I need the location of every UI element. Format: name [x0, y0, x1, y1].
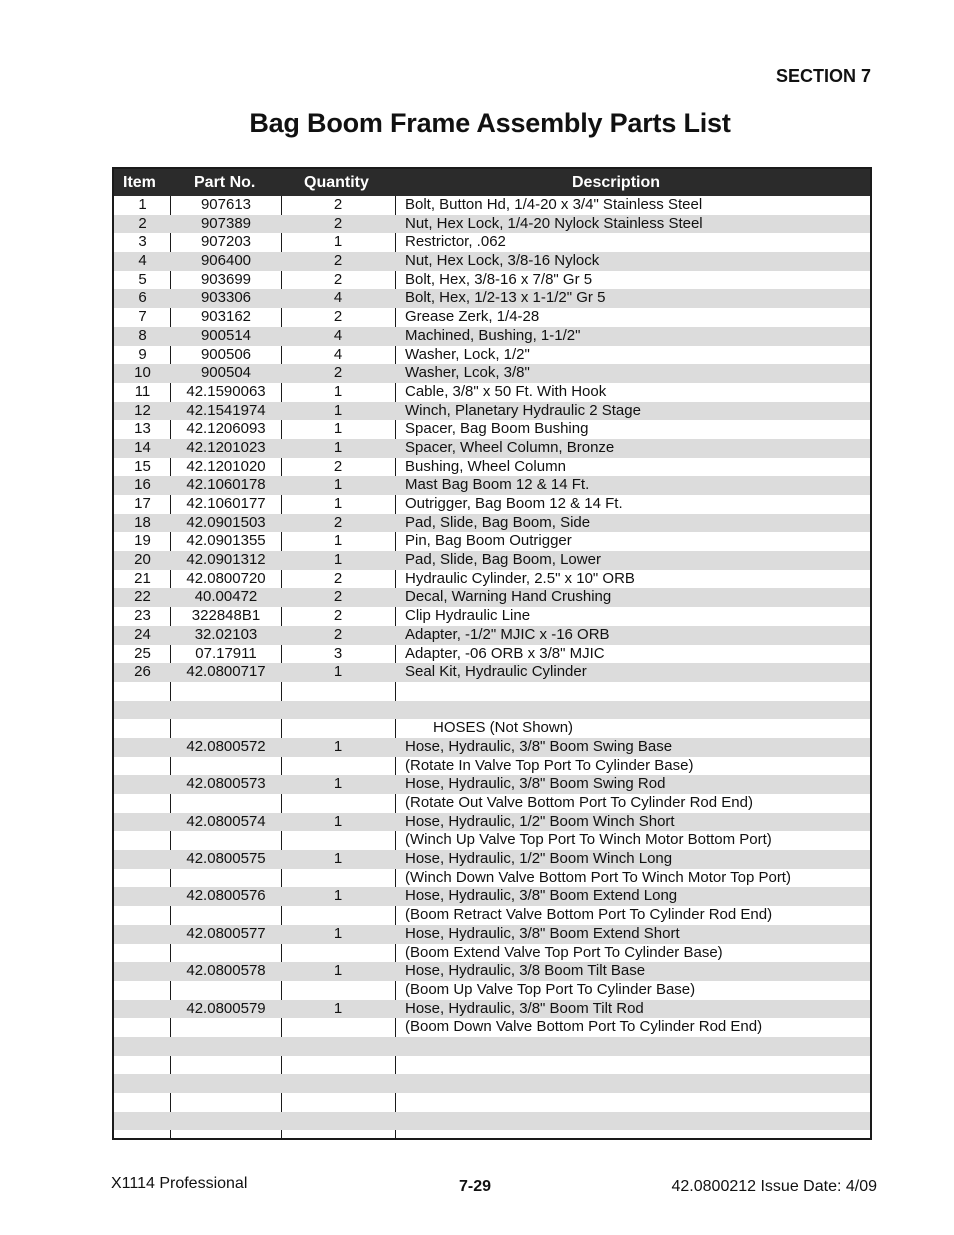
cell-quantity: 2	[333, 364, 343, 382]
cell-quantity: 2	[333, 196, 343, 213]
cell-quantity: 4	[333, 326, 343, 344]
cell-item: 25	[134, 644, 151, 662]
cell-description: Adapter, -1/2" MJIC x -16 ORB	[405, 625, 610, 643]
cell-part-no: 42.0901355	[186, 532, 266, 550]
cell-part-no: 322848B1	[191, 607, 261, 625]
table-row	[114, 233, 870, 252]
cell-part-no: 42.1206093	[186, 420, 266, 438]
table-row	[114, 645, 870, 664]
cell-quantity: 1	[333, 438, 343, 456]
cell-quantity: 1	[333, 924, 343, 942]
cell-item: 26	[134, 663, 151, 681]
cell-part-no: 42.0800575	[186, 850, 266, 868]
cell-description: Hose, Hydraulic, 3/8 Boom Tilt Base	[405, 962, 646, 980]
table-row	[114, 551, 870, 570]
table-row	[114, 1093, 870, 1112]
cell-item: 12	[134, 401, 151, 419]
table-row	[114, 364, 870, 383]
table-row	[114, 308, 870, 327]
cell-item: 4	[138, 252, 147, 270]
cell-quantity: 1	[333, 812, 343, 830]
table-row	[114, 775, 870, 794]
cell-item: 13	[134, 420, 151, 438]
cell-item: 11	[134, 382, 151, 400]
cell-quantity: 2	[333, 308, 343, 326]
table-row	[114, 196, 870, 215]
cell-quantity: 1	[333, 775, 343, 793]
table-row	[114, 757, 870, 776]
header-description: Description	[572, 174, 661, 191]
cell-part-no: 900504	[200, 364, 252, 382]
cell-item: 21	[134, 569, 151, 587]
table-row	[114, 420, 870, 439]
cell-quantity: 2	[333, 270, 343, 288]
cell-part-no: 42.0901503	[186, 513, 266, 531]
cell-part-no: 07.17911	[195, 644, 257, 662]
table-row	[114, 1112, 870, 1131]
cell-part-no: 907613	[200, 196, 252, 213]
cell-item: 20	[134, 551, 151, 569]
table-row	[114, 346, 870, 365]
cell-description: Winch, Planetary Hydraulic 2 Stage	[405, 401, 641, 419]
cell-quantity: 1	[333, 401, 343, 419]
cell-description: Hose, Hydraulic, 1/2" Boom Winch Long	[405, 850, 673, 868]
cell-quantity: 2	[333, 607, 343, 625]
cell-quantity: 1	[333, 476, 343, 494]
cell-item: 5	[138, 270, 147, 288]
table-row	[114, 271, 870, 290]
cell-item: 6	[138, 289, 147, 307]
cell-description: Hose, Hydraulic, 3/8" Boom Extend Short	[405, 924, 680, 942]
table-row	[114, 1000, 870, 1019]
cell-part-no: 42.0800576	[186, 887, 266, 905]
cell-description: Hose, Hydraulic, 3/8" Boom Tilt Rod	[405, 999, 644, 1017]
cell-item: 9	[138, 345, 147, 363]
cell-description: Machined, Bushing, 1-1/2"	[405, 326, 581, 344]
table-row	[114, 1056, 870, 1075]
cell-quantity: 4	[333, 289, 343, 307]
cell-description: (Rotate Out Valve Bottom Port To Cylinder Rod End)	[405, 794, 753, 811]
table-row	[114, 850, 870, 869]
cell-quantity: 2	[333, 457, 343, 475]
cell-part-no: 42.0800577	[186, 924, 266, 942]
cell-part-no: 907203	[200, 233, 252, 251]
cell-part-no: 42.0800572	[186, 737, 266, 755]
table-row	[114, 570, 870, 589]
cell-item: 8	[138, 326, 147, 344]
cell-quantity: 1	[333, 962, 343, 980]
table-row	[114, 215, 870, 234]
cell-item: 10	[134, 364, 151, 382]
cell-description: Hose, Hydraulic, 3/8" Boom Swing Base	[405, 737, 673, 755]
cell-part-no: 42.0800578	[186, 962, 266, 980]
cell-description: Clip Hydraulic Line	[405, 607, 531, 625]
page-title: Bag Boom Frame Assembly Parts List	[249, 108, 731, 138]
cell-description: Pad, Slide, Bag Boom, Lower	[405, 551, 601, 569]
cell-description: Nut, Hex Lock, 3/8-16 Nylock	[405, 252, 600, 270]
cell-description: Grease Zerk, 1/4-28	[405, 308, 540, 326]
cell-description: Bushing, Wheel Column	[405, 457, 566, 475]
cell-item: 15	[134, 457, 151, 475]
cell-item: 22	[134, 588, 151, 606]
cell-part-no: 906400	[200, 252, 252, 270]
table-row	[114, 869, 870, 888]
cell-part-no: 42.0800720	[186, 569, 266, 587]
table-row	[114, 532, 870, 551]
table-row	[114, 626, 870, 645]
cell-part-no: 42.1060178	[186, 476, 266, 494]
table-row	[114, 738, 870, 757]
cell-quantity: 1	[333, 551, 343, 569]
cell-description: (Boom Down Valve Bottom Port To Cylinder Rod End)	[405, 1018, 763, 1036]
cell-item: 23	[134, 607, 151, 625]
cell-quantity: 1	[333, 382, 343, 400]
cell-description: Pin, Bag Boom Outrigger	[405, 532, 572, 550]
cell-quantity: 1	[333, 532, 343, 550]
cell-description: Restrictor, .062	[405, 233, 506, 251]
table-row	[114, 252, 870, 271]
table-row	[114, 962, 870, 981]
table-row	[114, 1037, 870, 1056]
cell-part-no: 42.0901312	[186, 551, 266, 569]
cell-quantity: 1	[333, 495, 343, 512]
cell-quantity: 2	[333, 214, 343, 232]
cell-description: (Boom Retract Valve Bottom Port To Cylinder Rod End)	[405, 906, 773, 924]
cell-quantity: 1	[333, 999, 343, 1017]
section-label: SECTION 7	[775, 66, 871, 86]
cell-description: (Boom Up Valve Top Port To Cylinder Base)	[405, 980, 696, 998]
header-part-no: Part No.	[194, 174, 256, 191]
cell-part-no: 903162	[200, 308, 252, 326]
header-item: Item	[123, 174, 156, 191]
cell-description: Mast Bag Boom 12 & 14 Ft.	[405, 476, 590, 494]
cell-part-no: 42.1201023	[186, 438, 266, 456]
cell-description: Bolt, Hex, 3/8-16 x 7/8" Gr 5	[405, 270, 593, 288]
cell-quantity: 2	[333, 513, 343, 531]
cell-description: Seal Kit, Hydraulic Cylinder	[405, 663, 587, 681]
cell-item: 14	[134, 438, 151, 456]
cell-quantity: 2	[333, 252, 343, 270]
cell-description: (Rotate In Valve Top Port To Cylinder Base)	[405, 756, 694, 774]
table-row	[114, 682, 870, 701]
table-body	[114, 196, 870, 1140]
cell-quantity: 1	[333, 420, 343, 438]
cell-part-no: 900514	[200, 326, 252, 344]
cell-part-no: 42.1590063	[186, 382, 266, 400]
cell-description: Bolt, Hex, 1/2-13 x 1-1/2" Gr 5	[405, 289, 606, 307]
cell-quantity: 1	[333, 663, 343, 681]
table-row	[114, 327, 870, 346]
cell-part-no: 32.02103	[194, 625, 258, 643]
cell-quantity: 4	[333, 345, 343, 363]
cell-item: 7	[138, 308, 147, 326]
table-row	[114, 701, 870, 720]
cell-description: Hose, Hydraulic, 1/2" Boom Winch Short	[405, 812, 675, 830]
table-row	[114, 495, 870, 514]
cell-description: (Boom Extend Valve Top Port To Cylinder Base)	[405, 943, 723, 961]
table-row	[114, 1074, 870, 1093]
cell-part-no: 42.1060177	[186, 495, 266, 512]
cell-item: 18	[134, 513, 151, 531]
table-row	[114, 981, 870, 1000]
table-row	[114, 663, 870, 682]
cell-description: Spacer, Wheel Column, Bronze	[405, 438, 615, 456]
cell-description: Washer, Lock, 1/2"	[405, 345, 530, 363]
table-row	[114, 439, 870, 458]
parts-table	[112, 167, 872, 1140]
cell-item: 2	[138, 214, 147, 232]
table-header	[114, 169, 870, 196]
header-quantity: Quantity	[304, 174, 369, 191]
table-row	[114, 383, 870, 402]
cell-quantity: 1	[333, 887, 343, 905]
cell-description: Decal, Warning Hand Crushing	[405, 588, 612, 606]
cell-part-no: 903306	[200, 289, 252, 307]
cell-description: Nut, Hex Lock, 1/4-20 Nylock Stainless Steel	[405, 214, 703, 232]
cell-quantity: 2	[333, 569, 343, 587]
cell-description: (Winch Down Valve Bottom Port To Winch Motor Top Port)	[405, 868, 791, 886]
cell-quantity: 1	[333, 233, 343, 251]
cell-part-no: 42.1201020	[186, 457, 266, 475]
cell-quantity: 2	[333, 625, 343, 643]
cell-part-no: 40.00472	[194, 588, 258, 606]
table-row	[114, 831, 870, 850]
table-row	[114, 402, 870, 421]
cell-quantity: 1	[333, 737, 343, 755]
cell-description: Pad, Slide, Bag Boom, Side	[405, 513, 591, 531]
cell-part-no: 42.0800717	[186, 663, 266, 681]
cell-description: Bolt, Button Hd, 1/4-20 x 3/4" Stainless Steel	[405, 196, 703, 213]
table-row	[114, 813, 870, 832]
cell-part-no: 42.0800579	[186, 999, 266, 1017]
cell-item: 24	[134, 625, 151, 643]
cell-item: 19	[134, 532, 151, 550]
cell-item: 17	[134, 495, 151, 512]
table-row	[114, 514, 870, 533]
cell-quantity: 2	[333, 588, 343, 606]
table-row	[114, 906, 870, 925]
cell-item: 3	[138, 233, 147, 251]
cell-description: Outrigger, Bag Boom 12 & 14 Ft.	[405, 495, 623, 512]
table-row	[114, 925, 870, 944]
cell-part-no: 42.0800573	[186, 775, 266, 793]
table-row	[114, 607, 870, 626]
cell-part-no: 907389	[200, 214, 252, 232]
cell-description: Spacer, Bag Boom Bushing	[405, 420, 589, 438]
cell-description: Hydraulic Cylinder, 2.5" x 10" ORB	[405, 569, 635, 587]
table-row	[114, 794, 870, 813]
cell-part-no: 900506	[200, 345, 252, 363]
cell-part-no: 42.0800574	[186, 812, 266, 830]
cell-description: Cable, 3/8" x 50 Ft. With Hook	[405, 382, 607, 400]
cell-quantity: 3	[333, 644, 343, 662]
footer-model: X1114 Professional	[111, 1175, 248, 1192]
footer-doc-info: 42.0800212 Issue Date: 4/09	[671, 1178, 877, 1195]
table-row	[114, 476, 870, 495]
cell-item: 1	[138, 196, 147, 213]
cell-description: Washer, Lcok, 3/8"	[405, 364, 530, 382]
cell-description: (Winch Up Valve Top Port To Winch Motor Bottom Port)	[405, 831, 772, 849]
table-row	[114, 588, 870, 607]
cell-part-no: 42.1541974	[186, 401, 266, 419]
table-row	[114, 719, 870, 738]
cell-description: HOSES (Not Shown)	[433, 719, 574, 737]
table-row	[114, 289, 870, 308]
cell-quantity: 1	[333, 850, 343, 868]
table-row	[114, 887, 870, 906]
cell-description: Adapter, -06 ORB x 3/8" MJIC	[405, 644, 605, 662]
footer-page-number: 7-29	[459, 1178, 492, 1195]
cell-item: 16	[134, 476, 151, 494]
cell-part-no: 903699	[200, 270, 252, 288]
table-row	[114, 1018, 870, 1037]
table-row	[114, 944, 870, 963]
table-row	[114, 458, 870, 477]
cell-description: Hose, Hydraulic, 3/8" Boom Swing Rod	[405, 775, 666, 793]
cell-description: Hose, Hydraulic, 3/8" Boom Extend Long	[405, 887, 678, 905]
